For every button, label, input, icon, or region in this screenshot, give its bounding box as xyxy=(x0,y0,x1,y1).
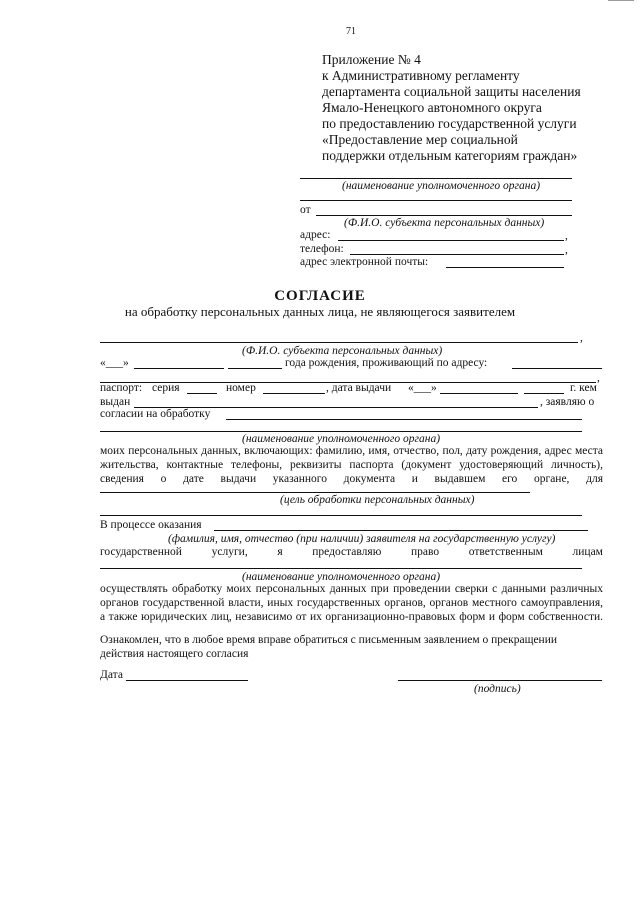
email-label: адрес электронной почты: xyxy=(300,256,429,268)
issued-month-line[interactable] xyxy=(440,393,518,394)
header-line: к Административному регламенту xyxy=(322,68,520,83)
address-label: адрес: xyxy=(300,229,331,241)
header-line: «Предоставление мер социальной xyxy=(322,132,518,147)
service-word: услуги, xyxy=(211,546,248,558)
service-word: государственной xyxy=(100,546,182,558)
service-word: лицам xyxy=(572,546,603,558)
birth-month-line[interactable] xyxy=(134,368,224,369)
address-line[interactable] xyxy=(338,240,564,241)
birth-day-quote: «___» xyxy=(100,357,129,369)
service-line xyxy=(100,545,603,559)
issued-day-quote: «___» xyxy=(408,382,437,394)
phone-label: телефон: xyxy=(300,243,344,255)
consent-organ-line[interactable] xyxy=(226,419,582,420)
date-line[interactable] xyxy=(126,680,248,681)
service-word: я xyxy=(277,546,283,558)
service-word: предоставляю xyxy=(312,546,382,558)
comma: , xyxy=(597,372,600,384)
residence-line[interactable] xyxy=(512,368,602,369)
paragraph-personal-data: моих персональных данных, включающих: фамилию, имя, отчество, пол, дату рождения, адрес места жительства, контактные телефоны, реквизиты паспорта (документ удостоверяющий личность), сведения о дате выдачи указанного документа и выдавшем его органе, для xyxy=(100,445,603,485)
issued-year-line[interactable] xyxy=(524,393,564,394)
page-number: 71 xyxy=(346,26,356,37)
header-line: Приложение № 4 xyxy=(322,52,421,67)
organ-name-line-2[interactable] xyxy=(300,200,572,201)
process-label: В процессе оказания xyxy=(100,519,202,531)
number-line[interactable] xyxy=(263,393,325,394)
purpose-caption: (цель обработки персональных данных) xyxy=(280,494,475,506)
series-line[interactable] xyxy=(187,393,217,394)
applicant-line[interactable] xyxy=(214,530,588,531)
appendix-header xyxy=(322,52,581,164)
year-who-label: г. кем xyxy=(570,382,597,394)
document-subtitle: на обработку персональных данных лица, не являющегося заявителем xyxy=(124,304,516,319)
responsible-organ-line[interactable] xyxy=(100,568,582,569)
email-line[interactable] xyxy=(446,267,564,268)
subject-fio-caption: (Ф.И.О. субъекта персональных данных) xyxy=(242,345,443,357)
agree-tail: , заявляю о xyxy=(540,396,595,408)
passport-label: паспорт: xyxy=(100,382,143,394)
organ-caption-2: (наименование уполномоченного органа) xyxy=(242,571,441,583)
header-line: по предоставлению государственной услуги xyxy=(322,116,577,131)
series-label: серия xyxy=(152,382,180,394)
consent-label: согласии на обработку xyxy=(100,408,211,420)
service-word: право xyxy=(410,546,440,558)
number-label: номер xyxy=(226,382,256,394)
issued-date-label: , дата выдачи xyxy=(326,382,392,394)
purpose-line-2[interactable] xyxy=(100,515,582,516)
birth-text: года рождения, проживающий по адресу: xyxy=(285,357,488,369)
date-label: Дата xyxy=(100,669,123,681)
comma: , xyxy=(565,230,568,242)
document-title: СОГЛАСИЕ xyxy=(274,288,366,304)
organ-caption: (наименование уполномоченного органа) xyxy=(242,433,441,445)
scan-edge-mark xyxy=(608,0,634,1)
birth-year-line[interactable] xyxy=(228,368,282,369)
header-line: Ямало-Ненецкого автономного округа xyxy=(322,100,542,115)
from-label: от xyxy=(300,204,311,216)
paragraph-revocation: Ознакомлен, что в любое время вправе обратиться с письменным заявлением о прекращении действия настоящего согласия xyxy=(100,634,558,660)
signature-line[interactable] xyxy=(398,680,602,681)
fio-caption: (Ф.И.О. субъекта персональных данных) xyxy=(344,217,545,229)
header-line: поддержки отдельным категориям граждан» xyxy=(322,148,578,163)
paragraph-processing: осуществлять обработку моих персональных данных при проведении сверки с данными различных органов государственной власти, иных государственных органов, органов местного самоуправления, а также юридических лиц, независимо от их организационно-правовых форм и форм собственности. xyxy=(100,583,603,623)
signature-caption: (подпись) xyxy=(474,683,521,695)
issued-label: выдан xyxy=(100,396,131,408)
applicant-caption: (фамилия, имя, отчество (при наличии) заявителя на государственную услугу) xyxy=(168,533,556,545)
service-word: ответственным xyxy=(468,546,543,558)
comma: , xyxy=(580,332,583,344)
comma: , xyxy=(565,244,568,256)
organ-caption: (наименование уполномоченного органа) xyxy=(342,180,541,192)
subject-fio-line[interactable] xyxy=(100,342,578,343)
header-line: департамента социальной защиты населения xyxy=(322,84,581,99)
